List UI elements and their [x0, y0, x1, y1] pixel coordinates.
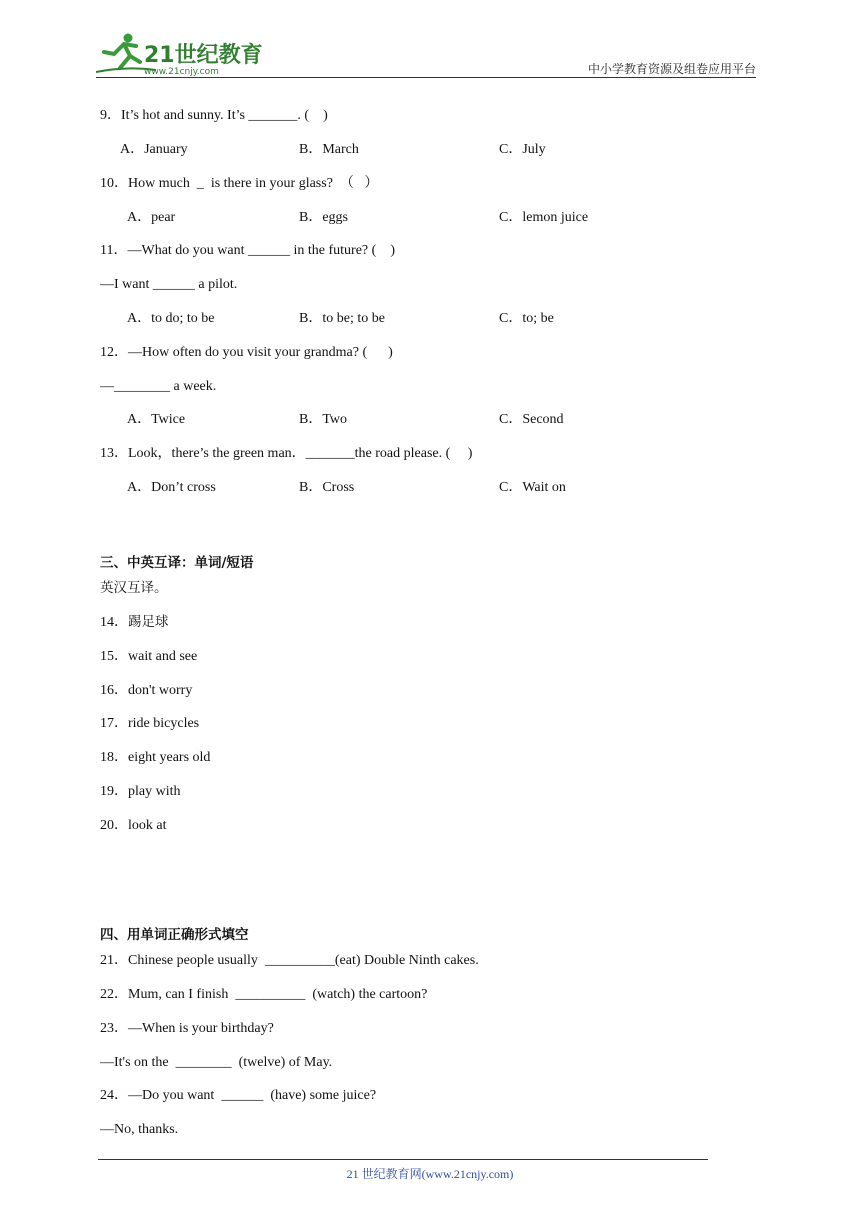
q10-option-c: C．lemon juice	[499, 210, 589, 225]
question-11-line2: —I want ______ a pilot.	[100, 277, 238, 292]
q11-option-a: A．to do; to be	[127, 311, 215, 326]
question-13: 13．Look，there’s the green man．_______the road please. ( )	[100, 446, 473, 461]
q9-option-c: C．July	[499, 142, 546, 157]
question-11: 11．—What do you want ______ in the future? ( )	[100, 243, 395, 258]
item-19: 19．play with	[100, 784, 181, 799]
q10-option-b: B．eggs	[299, 210, 348, 225]
section-3-title: 三、中英互译：单词/短语	[100, 555, 254, 571]
item-17: 17．ride bicycles	[100, 716, 200, 731]
footer-link[interactable]: 21 世纪教育网(www.21cnjy.com)	[346, 1167, 514, 1181]
q10-option-a: A．pear	[127, 210, 176, 225]
item-15: 15．wait and see	[100, 649, 198, 664]
section-4-title: 四、用单词正确形式填空	[100, 927, 249, 943]
q12-option-c: C．Second	[499, 412, 564, 427]
q13-option-a: A．Don’t cross	[127, 480, 216, 495]
item-24: 24．—Do you want ______ (have) some juice?	[100, 1088, 377, 1103]
question-12: 12．—How often do you visit your grandma? ( )	[100, 345, 393, 360]
q13-option-c: C．Wait on	[499, 480, 566, 495]
question-12-line2: —________ a week.	[100, 379, 217, 394]
footer-divider	[98, 1159, 708, 1160]
item-21: 21．Chinese people usually __________(eat) Double Ninth cakes.	[100, 953, 479, 968]
header-tagline: 中小学教育资源及组卷应用平台	[587, 62, 756, 76]
section-3-instruction: 英汉互译。	[100, 580, 168, 596]
logo-text: 21世纪教育	[144, 43, 263, 68]
q11-option-b: B．to be; to be	[299, 311, 385, 326]
item-20: 20．look at	[100, 818, 167, 833]
site-logo	[96, 32, 266, 78]
q9-option-a: A．January	[120, 142, 188, 157]
item-23-line2: —It's on the ________ (twelve) of May.	[100, 1055, 333, 1070]
q13-option-b: B．Cross	[299, 480, 355, 495]
header-divider	[96, 77, 756, 78]
question-9: 9．It’s hot and sunny. It’s _______. ( )	[100, 108, 328, 123]
q12-option-a: A．Twice	[127, 412, 186, 427]
item-24-line2: —No, thanks.	[100, 1122, 179, 1137]
item-18: 18．eight years old	[100, 750, 211, 765]
item-14: 14．踢足球	[100, 614, 169, 630]
item-23: 23．—When is your birthday?	[100, 1021, 274, 1036]
item-16: 16．don't worry	[100, 683, 193, 698]
logo-url: www.21cnjy.com	[144, 67, 219, 77]
q9-option-b: B．March	[299, 142, 359, 157]
item-22: 22．Mum, can I finish __________ (watch) the cartoon?	[100, 987, 428, 1002]
q12-option-b: B．Two	[299, 412, 348, 427]
question-10: 10．How much _ is there in your glass? （ ）	[100, 176, 379, 191]
q11-option-c: C．to; be	[499, 311, 554, 326]
